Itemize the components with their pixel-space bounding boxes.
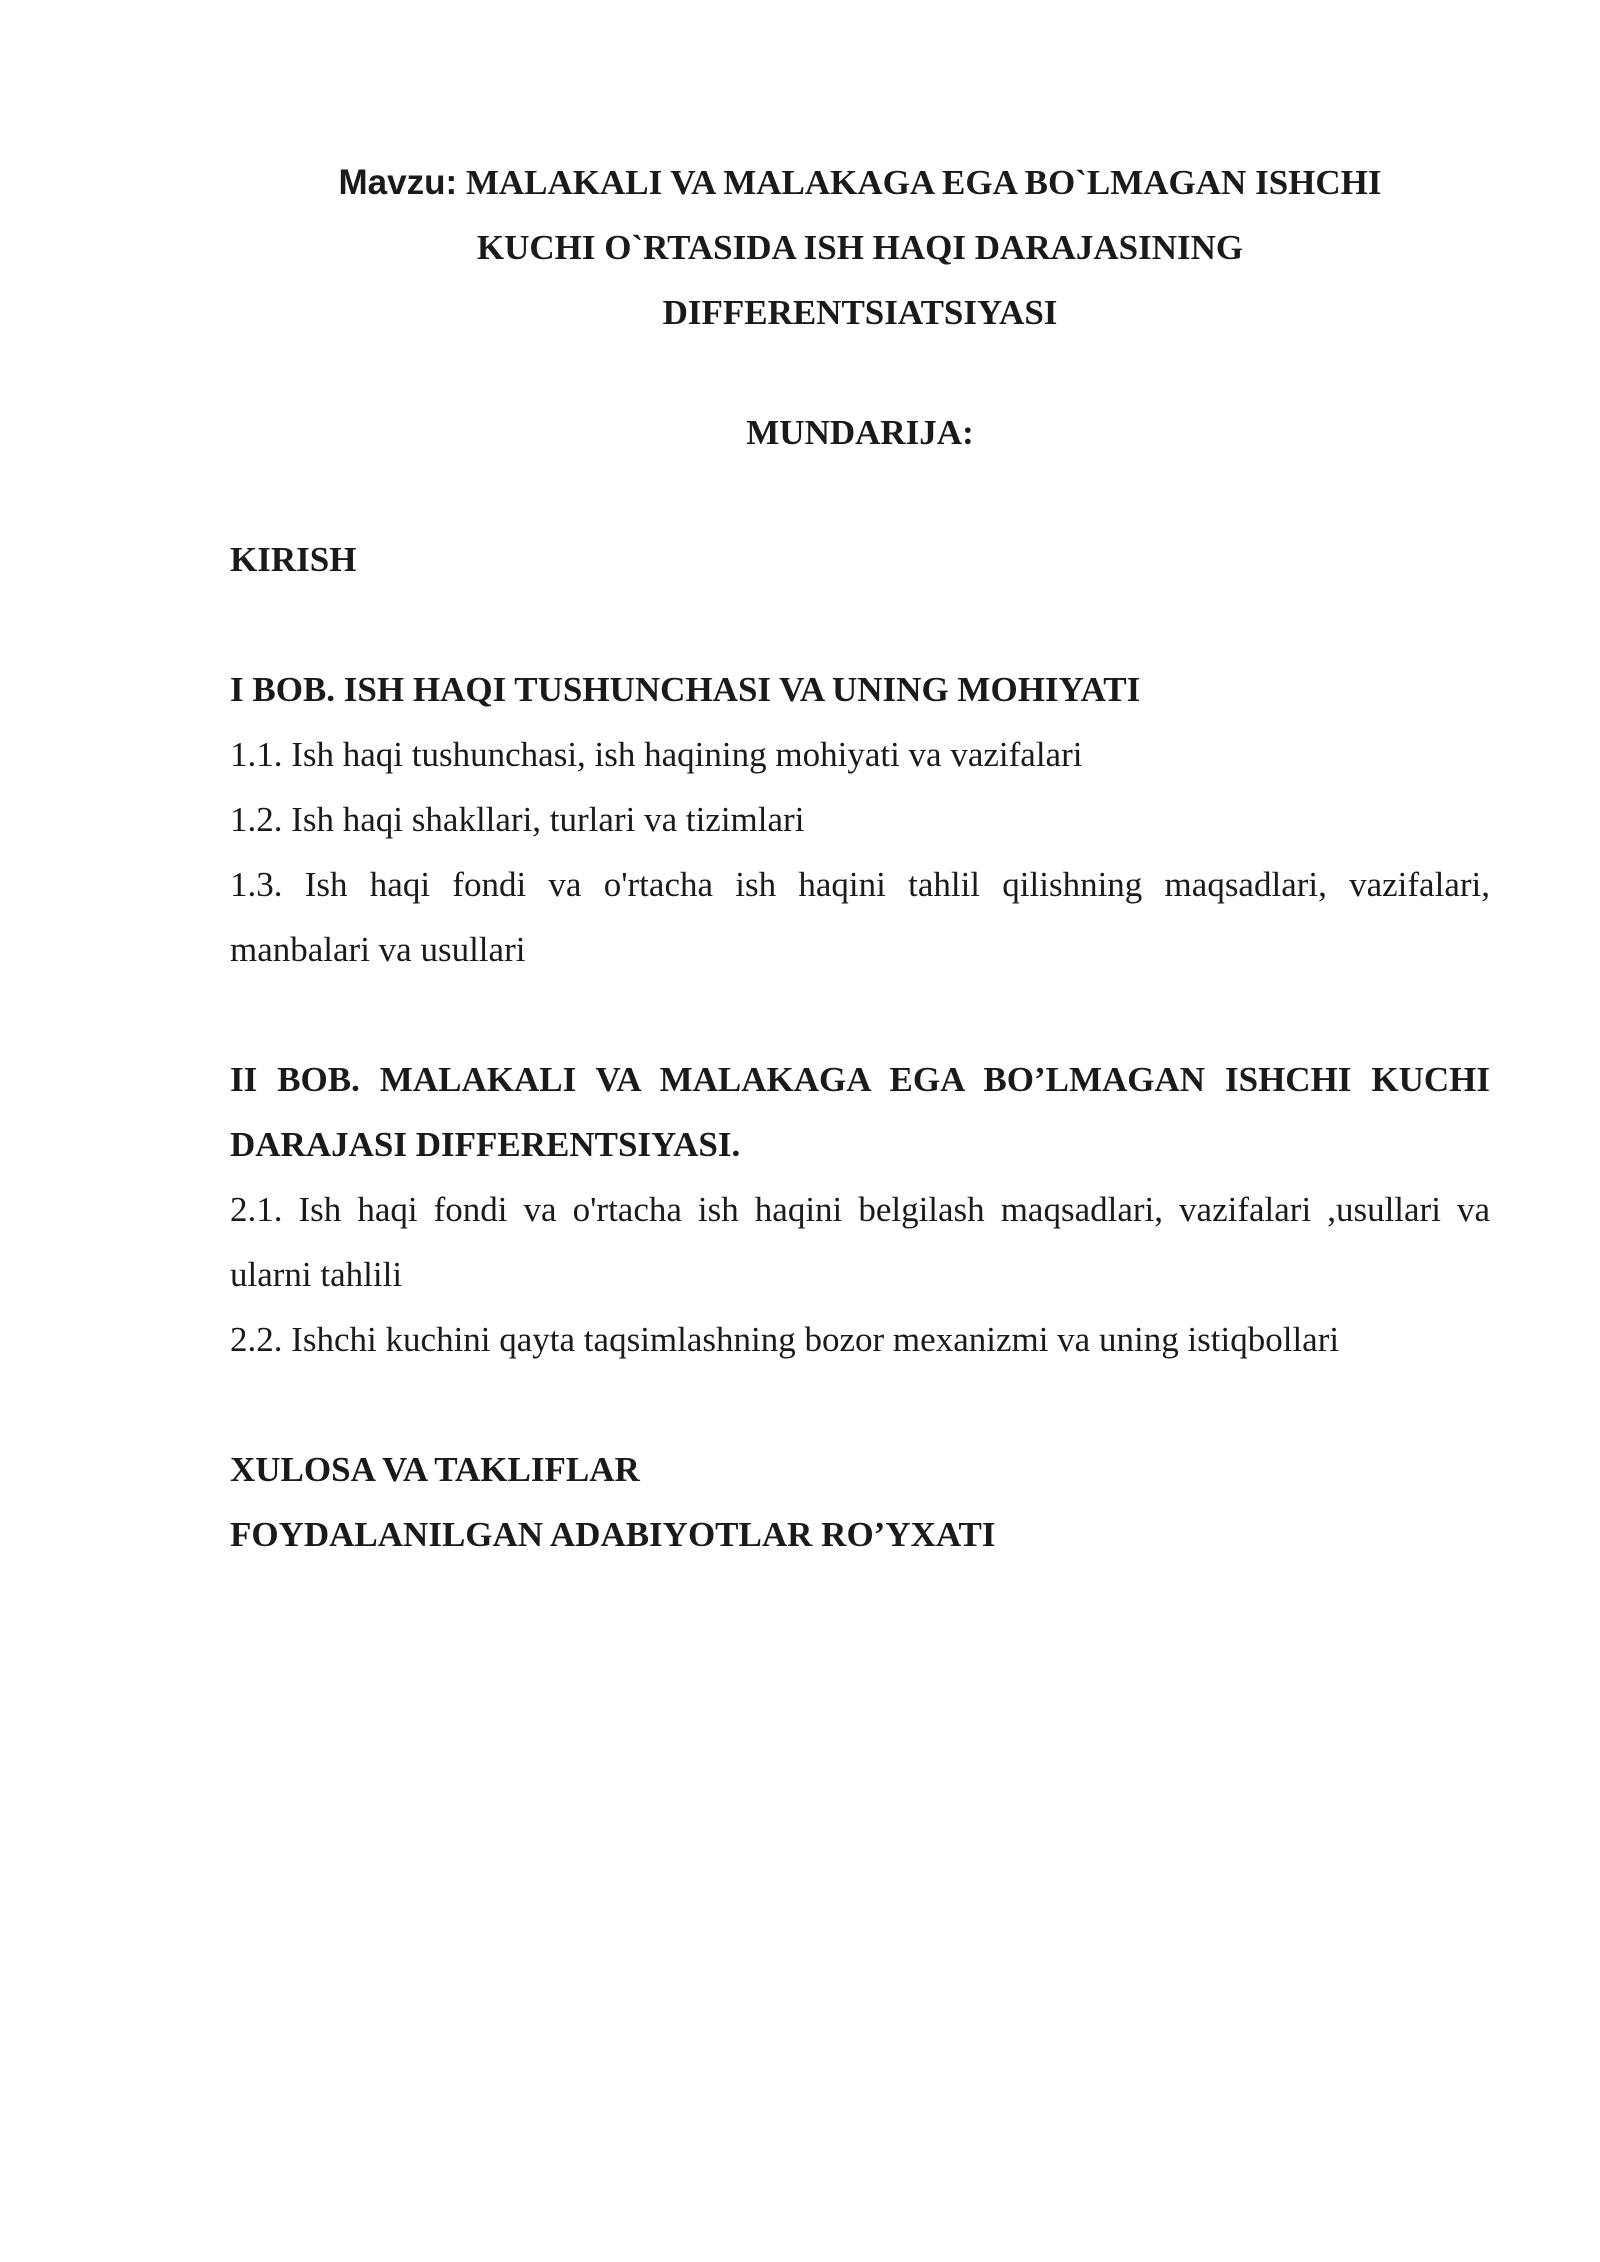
title-line-2: KUCHI O`RTASIDA ISH HAQI DARAJASINING <box>476 228 1244 267</box>
title-text-1: MALAKALI VA MALAKAGA EGA BO`LMAGAN ISHCHI <box>465 163 1382 202</box>
document-title <box>230 150 1490 345</box>
toc-item-2-2: 2.2. Ishchi kuchini qayta taqsimlashning bozor mexanizmi va uning istiqbollari <box>230 1320 1340 1359</box>
toc-heading: MUNDARIJA: <box>746 413 974 452</box>
title-prefix: Mavzu: <box>338 163 458 202</box>
toc-item-1-1: 1.1. Ish haqi tushunchasi, ish haqining mohiyati va vazifalari <box>230 735 1083 774</box>
toc-intro: KIRISH <box>230 540 357 579</box>
table-of-contents <box>230 527 1490 1567</box>
title-line-3: DIFFERENTSIATSIYASI <box>662 293 1058 332</box>
toc-chapter-2-title: II BOB. MALAKALI VA MALAKAGA EGA BO’LMAGAN ISHCHI KUCHI DARAJASI DIFFERENTSIYASI. <box>230 1060 1490 1164</box>
toc-item-1-3: 1.3. Ish haqi fondi va o'rtacha ish haqini tahlil qilishning maqsadlari, vazifalari, manbalari va usullari <box>230 865 1490 969</box>
toc-chapter-1-title: I BOB. ISH HAQI TUSHUNCHASI VA UNING MOHIYATI <box>230 670 1141 709</box>
document-page <box>230 150 1490 1567</box>
toc-conclusion: XULOSA VA TAKLIFLAR <box>230 1450 640 1489</box>
title-line-1 <box>230 150 1490 215</box>
toc-references: FOYDALANILGAN ADABIYOTLAR RO’YXATI <box>230 1515 996 1554</box>
toc-item-1-2: 1.2. Ish haqi shakllari, turlari va tizimlari <box>230 800 805 839</box>
toc-item-2-1: 2.1. Ish haqi fondi va o'rtacha ish haqini belgilash maqsadlari, vazifalari ,usullari va ularni tahlili <box>230 1190 1490 1294</box>
